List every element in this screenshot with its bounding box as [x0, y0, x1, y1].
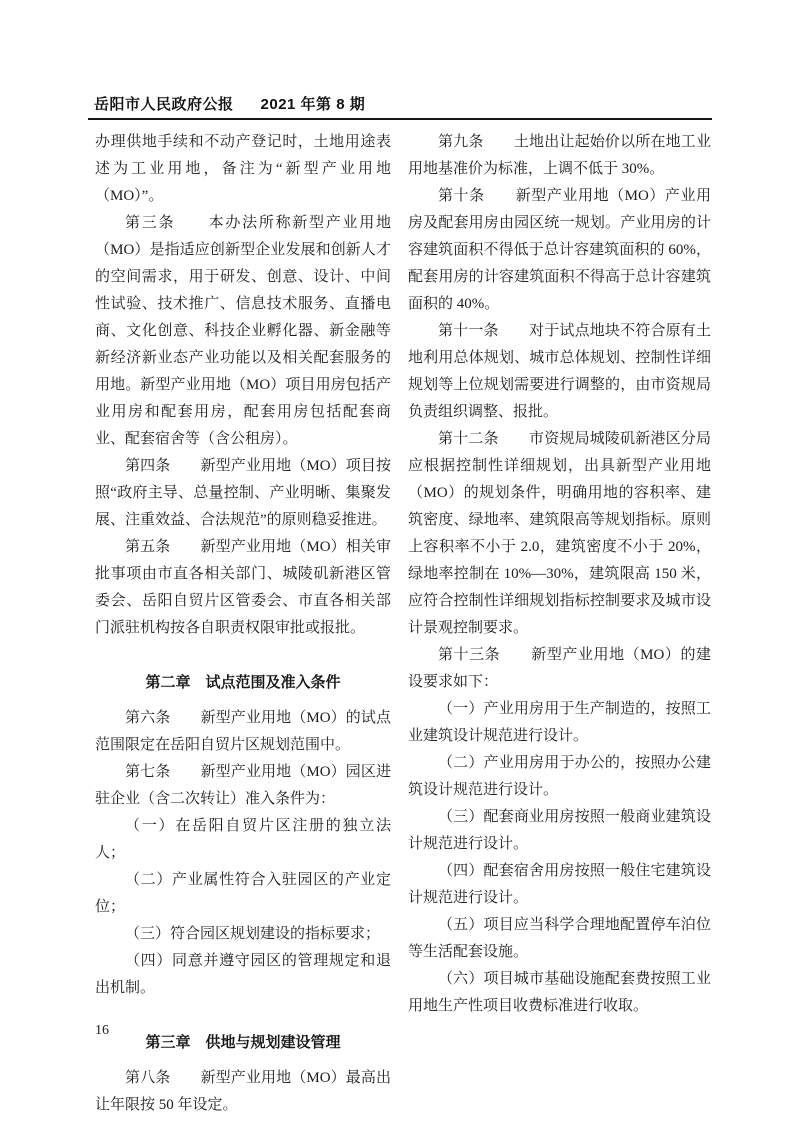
- running-head: [88, 93, 712, 120]
- paragraph: 第十条 新型产业用地（MO）产业用房及配套用房由园区统一规划。产业用房的计容建筑面积不得低于总计容建筑面积的 60%，配套用房的计容建筑面积不得高于总计容建筑面积的 40%。: [408, 188, 711, 312]
- list-item: （三）配套商业用房按照一般商业建筑设计规范进行设计。: [408, 809, 711, 852]
- list-item: （五）项目应当科学合理地配置停车泊位等生活配套设施。: [408, 917, 711, 960]
- paragraph: 第六条 新型产业用地（MO）的试点范围限定在岳阳自贸片区规划范围中。: [95, 710, 391, 753]
- paragraph: 第三条 本办法所称新型产业用地（MO）是指适应创新型企业发展和创新人才的空间需求，用于研发、创意、设计、中间性试验、技术推广、信息技术服务、直播电商、文化创意、科技企业孵化器、新金融等新经济新业态产业功能以及相关配套服务的用地。新型产业用地（MO）项目用房包括产业用房和配套用房，配套用房包括配套商业、配套宿舍等（含公租房）。: [95, 215, 391, 447]
- paragraph: 第十三条 新型产业用地（MO）的建设要求如下：: [408, 647, 711, 690]
- page-number: 16: [95, 1023, 109, 1038]
- chapter-heading: 第三章 供地与规划建设管理: [145, 1035, 341, 1051]
- list-item: （四）配套宿舍用房按照一般住宅建筑设计规范进行设计。: [408, 863, 711, 906]
- list-item: （四）同意并遵守园区的管理规定和退出机制。: [95, 953, 391, 996]
- list-item: （六）项目城市基础设施配套费按照工业用地生产性项目收费标准进行收取。: [408, 971, 711, 1014]
- right-column: [408, 129, 711, 1119]
- list-item: （二）产业用房用于办公的，按照办公建筑设计规范进行设计。: [408, 755, 711, 798]
- chapter-heading: 第二章 试点范围及准入条件: [145, 675, 341, 691]
- paragraph: 第十二条 市资规局城陵矶新港区分局应根据控制性详细规划，出具新型产业用地（MO）的规划条件，明确用地的容积率、建筑密度、绿地率、建筑限高等规划指标。原则上容积率不小于 2.0，建筑密度不小于 20%，绿地率控制在 10%—30%，建筑限高 150 米，应符合控制性详细规划指标控制要求及城市设计景观控制要求。: [408, 431, 711, 636]
- gazette-issue: 2021 年第 8 期: [260, 96, 366, 113]
- paragraph: 办理供地手续和不动产登记时，土地用途表述为工业用地，备注为“新型产业用地（MO）”。: [95, 134, 391, 204]
- list-item: （一）产业用房用于生产制造的，按照工业建筑设计规范进行设计。: [408, 701, 711, 744]
- paragraph: 第四条 新型产业用地（MO）项目按照“政府主导、总量控制、产业明晰、集聚发展、注重效益、合法规范”的原则稳妥推进。: [95, 458, 391, 528]
- paragraph: 第八条 新型产业用地（MO）最高出让年限按 50 年设定。: [95, 1070, 391, 1113]
- paragraph: 第五条 新型产业用地（MO）相关审批事项由市直各相关部门、城陵矶新港区管委会、岳阳自贸片区管委会、市直各相关部门派驻机构按各自职责权限审批或报批。: [95, 539, 391, 636]
- list-item: （二）产业属性符合入驻园区的产业定位；: [95, 872, 391, 915]
- gazette-title: 岳阳市人民政府公报: [94, 96, 234, 113]
- left-column: [95, 129, 391, 1119]
- paragraph: 第七条 新型产业用地（MO）园区进驻企业（含二次转让）准入条件为：: [95, 764, 391, 807]
- list-item: （三）符合园区规划建设的指标要求；: [125, 926, 381, 942]
- paragraph: 第九条 土地出让起始价以所在地工业用地基准价为标准，上调不低于 30%。: [408, 134, 711, 177]
- paragraph: 第十一条 对于试点地块不符合原有土地利用总体规划、城市总体规划、控制性详细规划等上位规划需要进行调整的，由市资规局负责组织调整、报批。: [408, 323, 711, 420]
- article-body: [95, 129, 711, 1119]
- list-item: （一）在岳阳自贸片区注册的独立法人；: [95, 818, 391, 861]
